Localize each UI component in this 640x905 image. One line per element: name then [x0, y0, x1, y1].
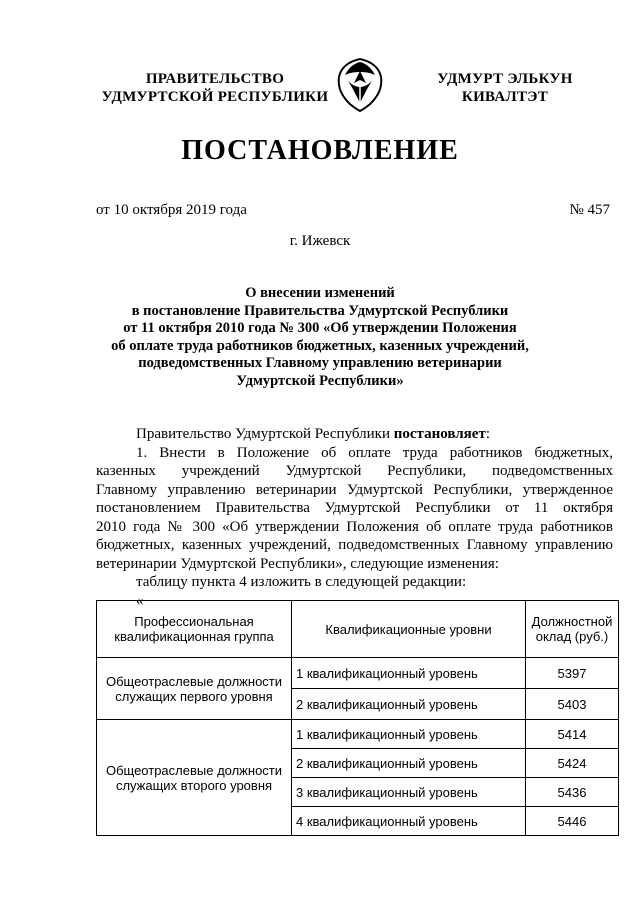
subject-line: в постановление Правительства Удмуртской Республики [131, 302, 509, 319]
salary-cell: 5403 [526, 689, 619, 720]
header-left-line-2: УДМУРТСКОЙ РЕСПУБЛИКИ [101, 89, 329, 105]
table-header-row [97, 601, 619, 658]
salary-cell: 5414 [526, 720, 619, 749]
coat-of-arms-icon [335, 57, 385, 113]
header-left-line-1: ПРАВИТЕЛЬСТВО [145, 71, 285, 87]
header-right-line-1: УДМУРТ ЭЛЬКУН [437, 71, 573, 87]
intro-keyword: постановляет [393, 426, 486, 442]
document-body [96, 425, 613, 610]
document-city: г. Ижевск [289, 233, 351, 249]
subject-line: Удмуртской Республики» [236, 372, 404, 389]
salary-cell: 5397 [526, 658, 619, 689]
intro-colon: : [485, 426, 490, 442]
header-salary: Должностной оклад (руб.) [526, 601, 619, 658]
salary-cell: 5436 [526, 778, 619, 807]
header-group: Профессиональная квалификационная группа [97, 601, 292, 658]
subject-line: О внесении изменений [245, 285, 395, 301]
paragraph-2: таблицу пункта 4 изложить в следующей редакции: [136, 574, 467, 590]
level-cell: 3 квалификационный уровень [292, 778, 526, 807]
intro-text: Правительство Удмуртской Республики [136, 426, 394, 442]
header-right [405, 70, 605, 106]
document-date: от 10 октября 2019 года [96, 202, 247, 218]
group-name: Общеотраслевые должности служащих второго уровня [97, 720, 292, 836]
salary-cell: 5424 [526, 749, 619, 778]
paragraph-1-line: бюджетных, казенных учреждений, подведомственных Главному управлению [96, 537, 613, 553]
header-levels: Квалификационные уровни [292, 601, 526, 658]
level-cell: 1 квалификационный уровень [292, 658, 526, 689]
salary-cell: 5446 [526, 807, 619, 836]
paragraph-1-line: ветеринарии Удмуртской Республики», следующие изменения: [96, 555, 499, 572]
subject-line: об оплате труда работников бюджетных, казенных учреждений, [111, 337, 529, 354]
table-row [97, 658, 619, 689]
level-cell: 2 квалификационный уровень [292, 689, 526, 720]
paragraph-1-line: 1. Внести в Положение об оплате труда работников бюджетных, [136, 444, 613, 461]
subject-line: от 11 октября 2010 года № 300 «Об утверждении Положения [123, 320, 517, 336]
header-right-line-2: КИВАЛТЭТ [461, 89, 549, 105]
salary-table [96, 600, 619, 836]
quote-open-mark: « [136, 592, 144, 609]
table-row [97, 720, 619, 749]
paragraph-1-line: казенных учреждений Удмуртской Республики, подведомственных [96, 463, 613, 479]
paragraph-1-line: 2010 года № 300 «Об утверждении Положения об оплате труда работников [96, 518, 613, 535]
document-number: № 457 [569, 202, 610, 218]
document-subject [110, 285, 530, 390]
paragraph-1-line: постановлением Правительства Удмуртской Республики от 11 октября [96, 500, 613, 516]
subject-line: подведомственных Главному управлению ветеринарии [138, 355, 502, 371]
level-cell: 4 квалификационный уровень [292, 807, 526, 836]
level-cell: 2 квалификационный уровень [292, 749, 526, 778]
level-cell: 1 квалификационный уровень [292, 720, 526, 749]
document-type-title: ПОСТАНОВЛЕНИЕ [181, 135, 459, 166]
group-name: Общеотраслевые должности служащих первого уровня [97, 658, 292, 720]
paragraph-1-line: Главному управлению ветеринарии Удмуртской Республики, утвержденное [96, 481, 613, 498]
header-left [80, 70, 350, 106]
intro-paragraph [96, 425, 613, 444]
